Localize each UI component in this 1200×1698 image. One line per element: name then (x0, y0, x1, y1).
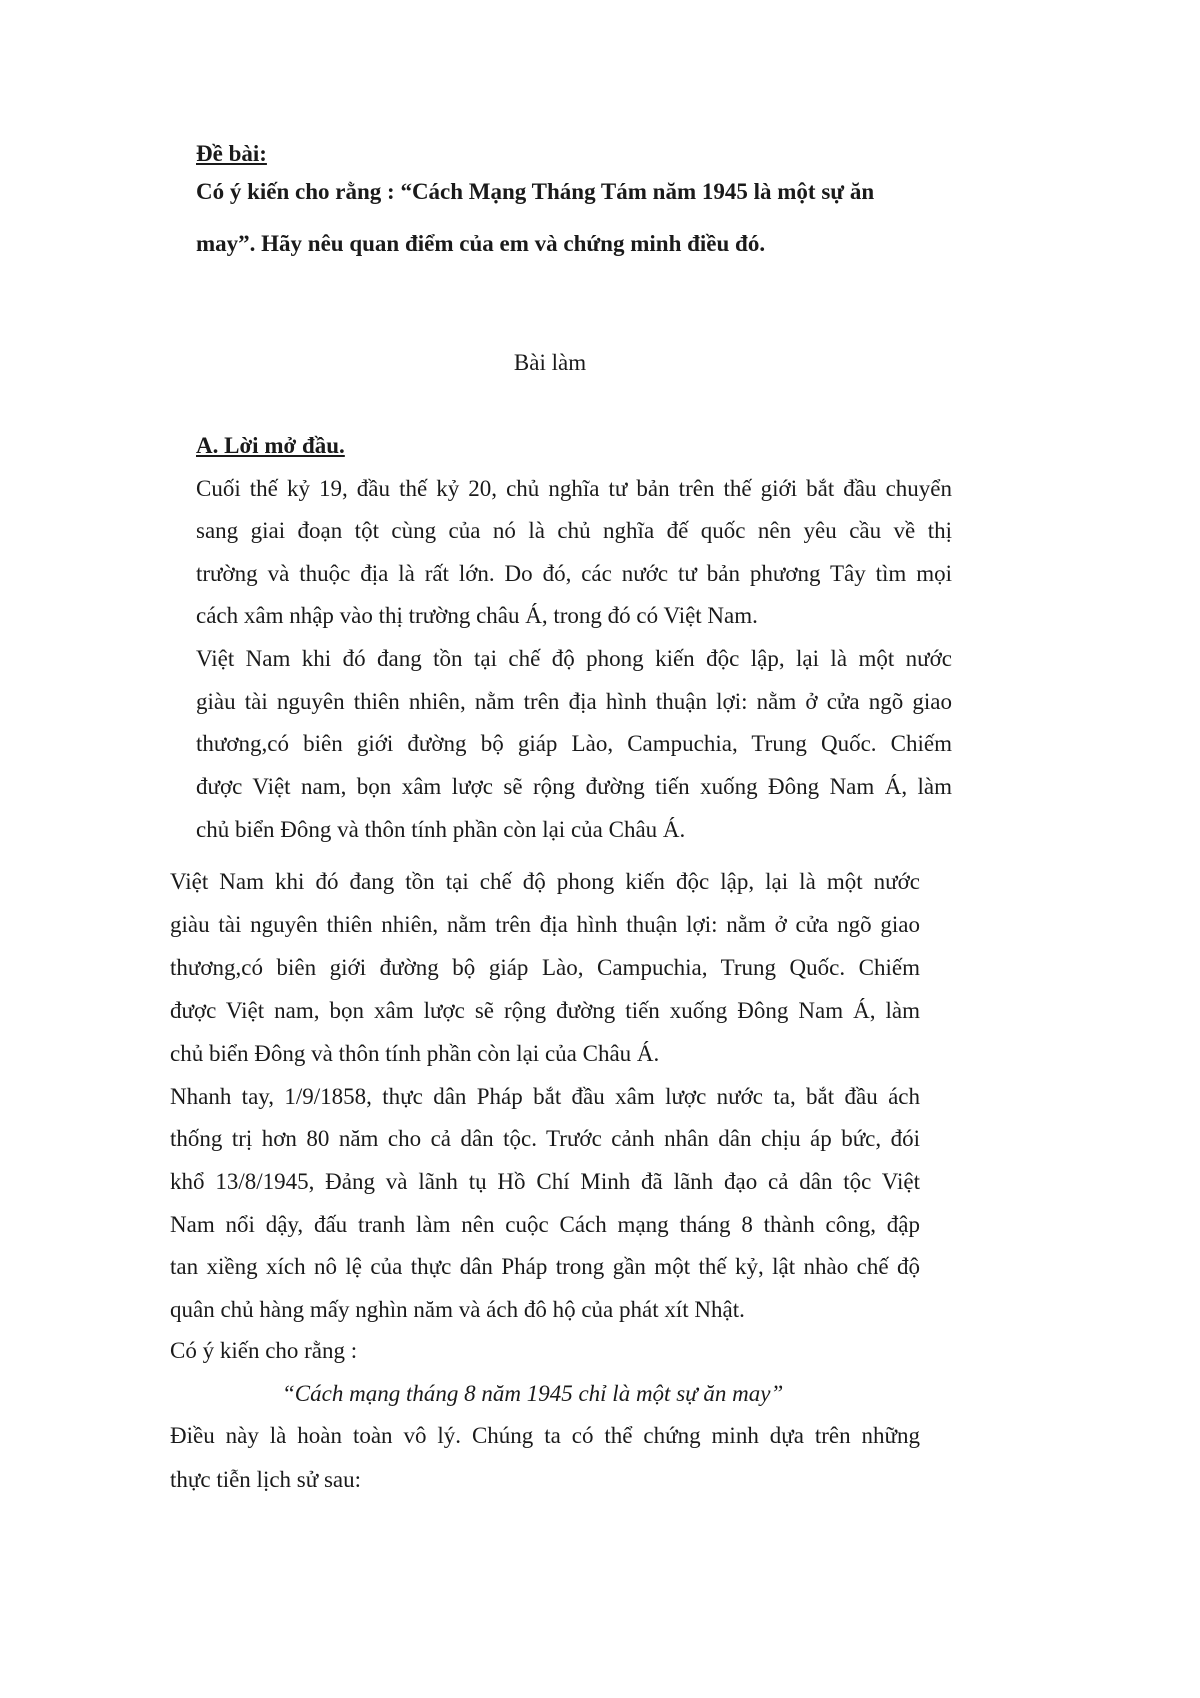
paragraph-line: khổ 13/8/1945, Đảng và lãnh tụ Hồ Chí Minh đã lãnh đạo cả dân tộc Việt (170, 1169, 920, 1194)
paragraph-line: chủ biển Đông và thôn tính phần còn lại của Châu Á. (170, 1041, 660, 1066)
paragraph-line: Điều này là hoàn toàn vô lý. Chúng ta có thể chứng minh dựa trên những (170, 1423, 920, 1448)
paragraph-line: Nhanh tay, 1/9/1858, thực dân Pháp bắt đầu xâm lược nước ta, bắt đầu ách (170, 1084, 920, 1109)
paragraph-line: giàu tài nguyên thiên nhiên, nằm trên địa hình thuận lợi: nằm ở cửa ngõ giao (196, 689, 952, 714)
paragraph-line: Nam nổi dậy, đấu tranh làm nên cuộc Cách mạng tháng 8 thành công, đập (170, 1212, 920, 1237)
opinion-quote: “Cách mạng tháng 8 năm 1945 chỉ là một sự ăn may” (282, 1381, 784, 1406)
paragraph-line: thống trị hơn 80 năm cho cả dân tộc. Trước cảnh nhân dân chịu áp bức, đói (170, 1126, 920, 1151)
answer-title: Bài làm (513, 350, 587, 375)
assignment-question-line-2: may”. Hãy nêu quan điểm của em và chứng minh điều đó. (196, 231, 766, 256)
section-a-title: A. Lời mở đầu. (196, 433, 345, 458)
paragraph-line: Cuối thế kỷ 19, đầu thế kỷ 20, chủ nghĩa tư bản trên thế giới bắt đầu chuyển (196, 476, 952, 501)
paragraph-line: thương,có biên giới đường bộ giáp Lào, Campuchia, Trung Quốc. Chiếm (196, 731, 952, 756)
paragraph-line: Việt Nam khi đó đang tồn tại chế độ phong kiến độc lập, lại là một nước (196, 646, 952, 671)
paragraph-line: được Việt nam, bọn xâm lược sẽ rộng đường tiến xuống Đông Nam Á, làm (170, 998, 920, 1023)
opinion-intro: Có ý kiến cho rằng : (170, 1338, 358, 1363)
paragraph-line: chủ biển Đông và thôn tính phần còn lại của Châu Á. (196, 817, 686, 842)
paragraph-line: tan xiềng xích nô lệ của thực dân Pháp trong gần một thế kỷ, lật nhào chế độ (170, 1254, 920, 1279)
paragraph-line: cách xâm nhập vào thị trường châu Á, trong đó có Việt Nam. (196, 603, 758, 628)
paragraph-line: được Việt nam, bọn xâm lược sẽ rộng đường tiến xuống Đông Nam Á, làm (196, 774, 952, 799)
paragraph-line: thương,có biên giới đường bộ giáp Lào, Campuchia, Trung Quốc. Chiếm (170, 955, 920, 980)
paragraph-line: trường và thuộc địa là rất lớn. Do đó, các nước tư bản phương Tây tìm mọi (196, 561, 952, 586)
assignment-label: Đề bài: (196, 141, 267, 166)
assignment-question-line-1: Có ý kiến cho rằng : “Cách Mạng Tháng Tám năm 1945 là một sự ăn (196, 179, 875, 204)
paragraph-line: Việt Nam khi đó đang tồn tại chế độ phong kiến độc lập, lại là một nước (170, 869, 920, 894)
paragraph-line: giàu tài nguyên thiên nhiên, nằm trên địa hình thuận lợi: nằm ở cửa ngõ giao (170, 912, 920, 937)
paragraph-line: sang giai đoạn tột cùng của nó là chủ nghĩa đế quốc nên yêu cầu về thị (196, 518, 952, 543)
paragraph-line: quân chủ hàng mấy nghìn năm và ách đô hộ của phát xít Nhật. (170, 1297, 745, 1322)
paragraph-line: thực tiễn lịch sử sau: (170, 1467, 362, 1492)
